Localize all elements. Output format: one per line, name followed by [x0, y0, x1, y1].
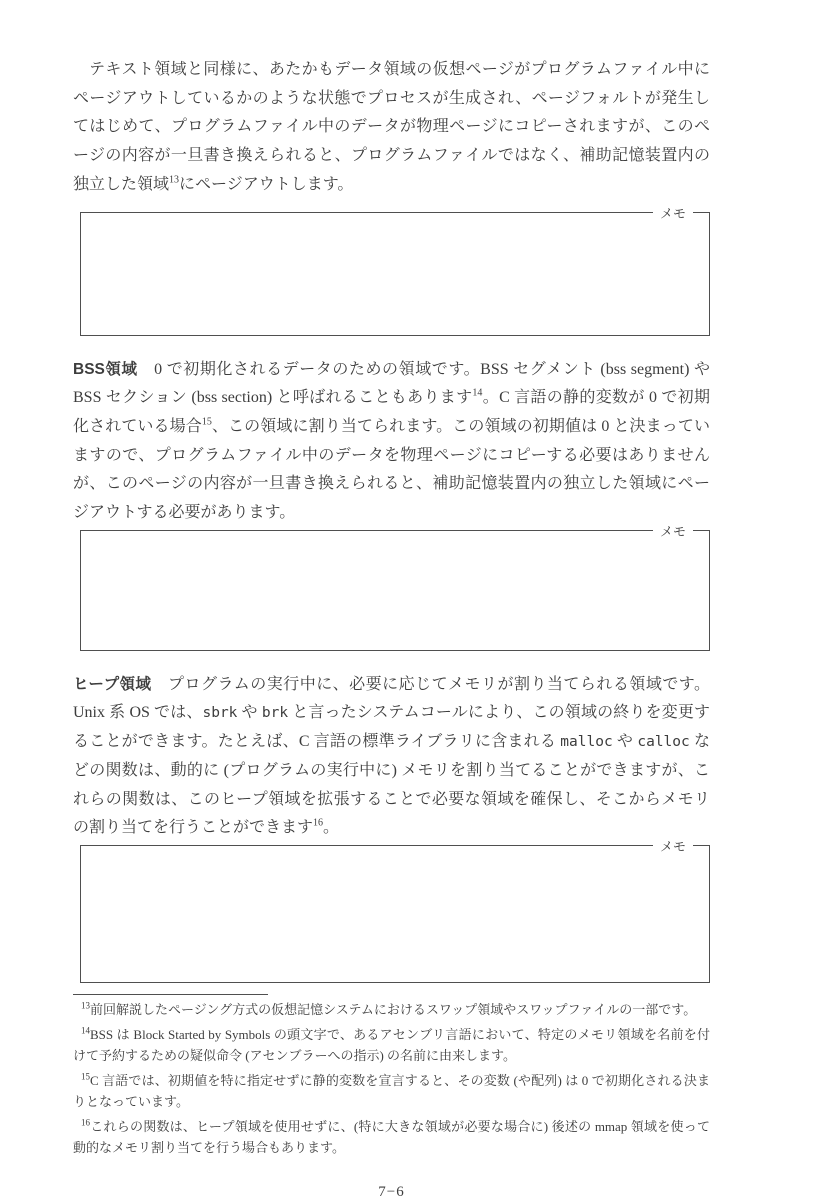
footnote-13: $^{13}$前回解説したページング方式の仮想記憶システムにおけるスワップ領域やスワップファイルの一部です。 — [81, 1000, 697, 1017]
memo-box-3-label: メモ — [653, 836, 693, 855]
paragraph-heap-region: ヒープ領域 プログラムの実行中に、必要に応じてメモリが割り当てられる領域です。Unix 系 OS では、sbrk や brk と言ったシステムコールにより、この領域の終りを変更することができます。たとえば、C 言語の標準ライブラリに含まれる malloc や calloc などの関数は、動的に (プログラムの実行中に) メモリを割り当てることができますが、これらの関数は、このヒープ領域を拡張することで必要な領域を確保し、そこからメモリの割り当てを行うことができます$^{16}$。 — [73, 675, 711, 837]
footnote-16: $^{16}$これらの関数は、ヒープ領域を使用せずに、(特に大きな領域が必要な場合に) 後述の mmap 領域を使って動的なメモリ割り当てを行う場合もあります。 — [73, 1117, 710, 1155]
paragraph-data-region-continued: テキスト領域と同様に、あたかもデータ領域の仮想ページがプログラムファイル中にページアウトしているかのような状態でプロセスが生成され、ページフォルトが発生してはじめて、プログラムファイル中のデータが物理ページにコピーされますが、このページの内容が一旦書き換えられると、プログラムファイルではなく、補助記憶装置内の独立した領域$^{13}$にページアウトします。 — [73, 61, 710, 193]
memo-box-1 — [80, 205, 710, 336]
footnotes — [73, 999, 710, 1158]
memo-box-2 — [80, 523, 710, 651]
footnote-15: $^{15}$C 言語では、初期値を特に指定せずに静的変数を宣言すると、その変数 (や配列) は 0 で初期化される決まりとなっています。 — [73, 1071, 710, 1109]
memo-box-2-label: メモ — [653, 521, 693, 540]
footnote-rule — [73, 994, 268, 995]
page-number: 7−6 — [378, 1183, 405, 1200]
text-block — [73, 0, 710, 1201]
paragraph-bss-region: BSS領域 0 で初期化されるデータのための領域です。BSS セグメント (bss segment) や BSS セクション (bss section) と呼ばれることもあります$^{14}$。C 言語の静的変数が 0 で初期化されている場合$^{15}$、この領域に割り当てられます。この領域の初期値は 0 と決まっていますので、プログラムファイル中のデータを物理ページにコピーする必要はありませんが、このページの内容が一旦書き換えられると、補助記憶装置内の独立した領域にページアウトする必要があります。 — [73, 360, 710, 522]
footnote-14: $^{14}$BSS は Block Started by Symbols の頭文字で、あるアセンブリ言語において、特定のメモリ領域を名前を付けて予約するための疑似命令 (アセンブラーへの指示) の名前に由来します。 — [73, 1025, 710, 1063]
memo-box-3 — [80, 838, 710, 983]
memo-box-1-label: メモ — [653, 203, 693, 222]
